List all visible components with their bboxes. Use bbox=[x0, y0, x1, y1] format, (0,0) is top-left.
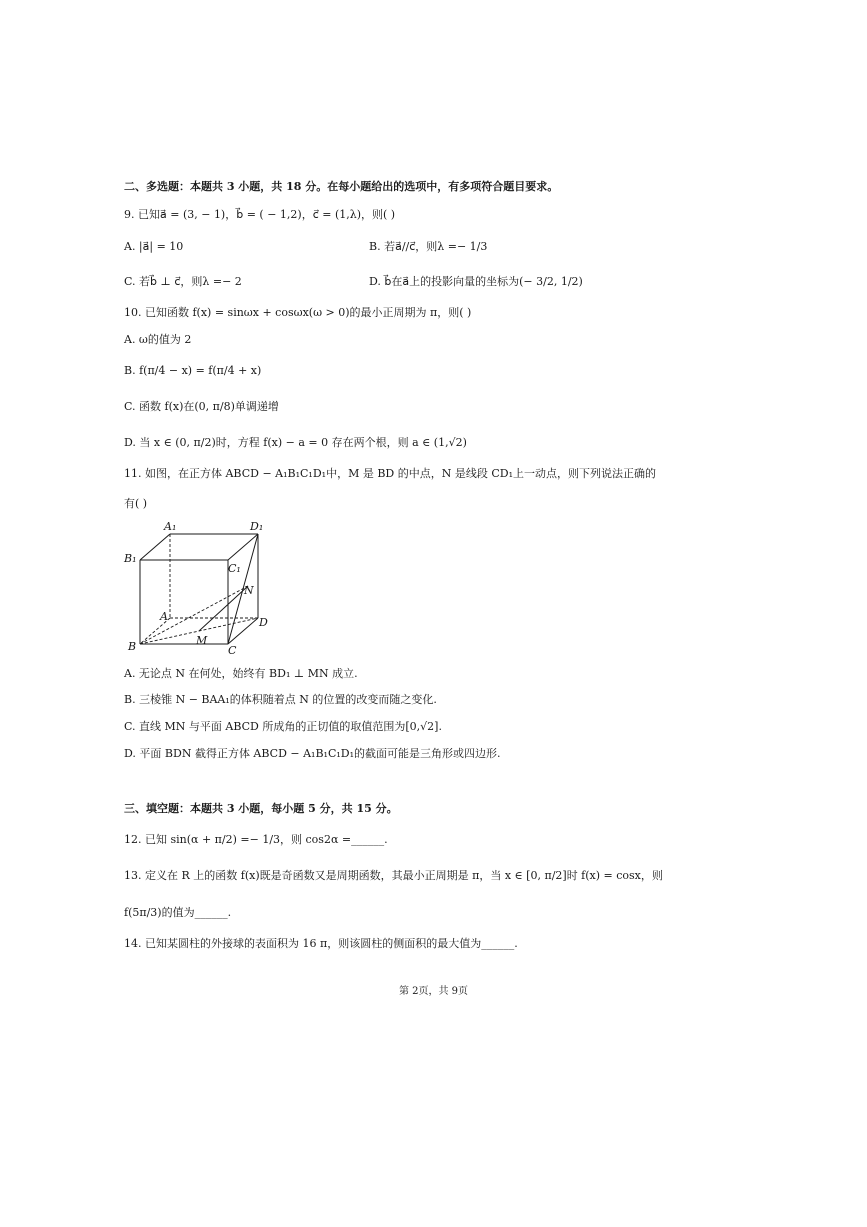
question-9-option-c: C. 若b⃗ ⊥ c⃗，则λ =− 2 bbox=[124, 275, 242, 288]
label-d: D bbox=[259, 616, 268, 629]
label-c1: C₁ bbox=[228, 562, 241, 575]
question-11-option-c: C. 直线 MN 与平面 ABCD 所成角的正切值的取值范围为[0,√2]. bbox=[124, 720, 442, 733]
label-d1: D₁ bbox=[250, 520, 264, 533]
section-heading-multiple-choice: 二、多选题：本题共 3 小题，共 18 分。在每小题给出的选项中，有多项符合题目要求。 bbox=[124, 180, 559, 193]
question-9-option-a: A. |a⃗| = 10 bbox=[124, 240, 184, 253]
label-b1: B₁ bbox=[124, 552, 137, 565]
label-b: B bbox=[128, 640, 137, 653]
question-14: 14. 已知某圆柱的外接球的表面积为 16 π，则该圆柱的侧面积的最大值为______. bbox=[124, 937, 518, 950]
question-11-option-a: A. 无论点 N 在何处，始终有 BD₁ ⊥ MN 成立. bbox=[124, 667, 358, 680]
question-13-line1: 13. 定义在 R 上的函数 f(x)既是奇函数又是周期函数，其最小正周期是 π，当 x ∈ [0, π/2]时 f(x) = cosx，则 bbox=[124, 869, 663, 882]
edge-d-c bbox=[228, 618, 258, 644]
label-a: A bbox=[160, 610, 168, 623]
question-10-option-a: A. ω的值为 2 bbox=[124, 333, 192, 346]
question-11-option-b: B. 三棱锥 N − BAA₁的体积随着点 N 的位置的改变而随之变化. bbox=[124, 693, 437, 706]
question-11-option-d: D. 平面 BDN 截得正方体 ABCD − A₁B₁C₁D₁的截面可能是三角形或四边形. bbox=[124, 747, 501, 760]
question-9-option-d: D. b⃗在a⃗上的投影向量的坐标为(− 3/2, 1/2) bbox=[369, 275, 583, 288]
question-10-option-b: B. f(π/4 − x) = f(π/4 + x) bbox=[124, 364, 262, 377]
question-10-option-d: D. 当 x ∈ (0, π/2)时，方程 f(x) − a = 0 存在两个根，则 a ∈ (1,√2) bbox=[124, 436, 467, 449]
page-footer: 第 2页，共 9页 bbox=[398, 986, 469, 997]
cube-figure bbox=[120, 518, 280, 658]
question-12: 12. 已知 sin(α + π/2) =− 1/3，则 cos2α =______. bbox=[124, 833, 388, 846]
question-13-line2: f(5π/3)的值为______. bbox=[124, 906, 232, 919]
label-m: M bbox=[196, 634, 208, 647]
question-11-stem-line2: 有( ) bbox=[124, 497, 148, 510]
edge-b1-a1 bbox=[140, 534, 170, 560]
label-n: N bbox=[244, 584, 254, 597]
edge-d1-c1 bbox=[228, 534, 258, 560]
question-9-stem: 9. 已知a⃗ = (3, − 1)，b⃗ = ( − 1,2)，c⃗ = (1,λ)，则( ) bbox=[124, 208, 396, 221]
question-9-option-b: B. 若a⃗//c⃗，则λ =− 1/3 bbox=[369, 240, 488, 253]
segment-b-n bbox=[140, 586, 248, 644]
question-10-stem: 10. 已知函数 f(x) = sinωx + cosωx(ω > 0)的最小正周期为 π，则( ) bbox=[124, 306, 472, 319]
section-heading-fill-in: 三、填空题：本题共 3 小题，每小题 5 分，共 15 分。 bbox=[124, 802, 398, 815]
label-a1: A₁ bbox=[164, 520, 177, 533]
label-c: C bbox=[228, 644, 237, 657]
question-11-stem-line1: 11. 如图，在正方体 ABCD − A₁B₁C₁D₁中，M 是 BD 的中点，N 是线段 CD₁上一动点，则下列说法正确的 bbox=[124, 467, 656, 480]
question-10-option-c: C. 函数 f(x)在(0, π/8)单调递增 bbox=[124, 400, 279, 413]
